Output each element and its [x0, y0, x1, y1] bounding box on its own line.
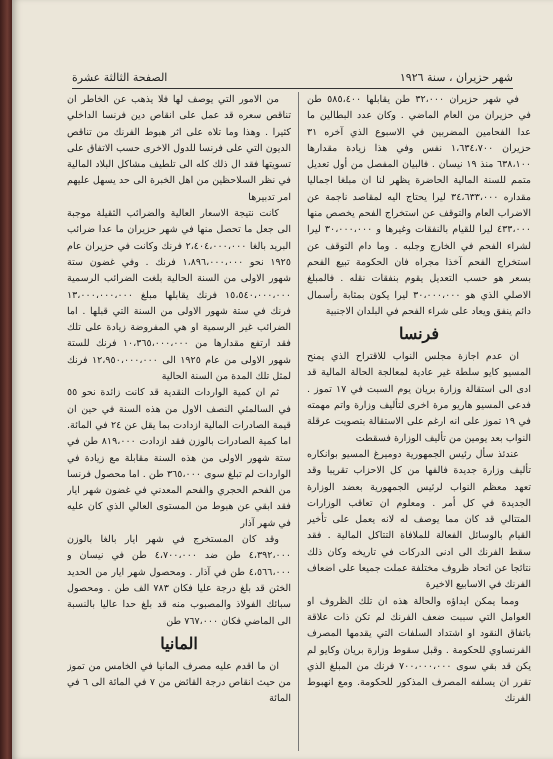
paragraph: ومما يمكن ايداؤه والحالة هذه ان تلك الظروف او العوامل التي سببت ضعف الفرنك لم تكن ذات علاقة باتفاق النقود او اشتداد السلفات التي يقدمها المصرف الفرنساوي للحكومة . وقبل سقوط وزارة بريان وكايو لم يكن قد بقي سوى ٧٠٠،٠٠٠،٠٠٠ فرنك من المبلغ الذي تقرر ان يسلفه المصرف المذكور للحكومة. ومع انهبوط الفرنك [307, 595, 531, 705]
paragraph: من الامور التي يوصف لها فلا يذهب عن الخاطر ان تناقص سعره قد عمل على انقاص دين فرنسا الداخلي كثيرا . وهذا وما تلاه على اثر هبوط الفرنك من تناقص الديون التي على فرنسا للدول الاخرى حسب الاتفاق على تسويتها فقد ال ذلك كله الى تلطيف مشاكل البلاد المالية في نظر السلاحظين من اهل الخبرة الى حد يسهل عليهم امر تدبيرها [67, 94, 291, 203]
paragraph: وقد كان المستخرج في شهر ايار بالغا بالوزن ٤،٣٩٢،٠٠٠ طن ضد ٤،٧٠٠،٠٠٠ طن في نيسان و ٤،٥٦٦،٠٠٠ طن في آذار . ومحصول شهر ايار من الحديد الخثن قد بلغ درجة عليا فكان ٧٨٣ الف طن . ومحصول سبائك الفولاذ والمصبوب منه قد بلغ حدا عاليا بالنسبة الى الماضي فكان ٧٦٧،٠٠٠ طن [67, 534, 291, 627]
paragraph: عندئذ سأل رئيس الجمهورية دوميرغ المسيو بوانكاره تأليف وزارة جديدة فالفها من كل الاحزاب تقريبا وقد تعهد معظم النواب لرئيس الجمهورية بعضد الوزارة الجديدة في كل أمر . ومعلوم ان تعاقب الوزارات المتتالي قد كان مما يوصف له لانه يعمل على تأخير القيام بالوسائل الفعالة للملافاة التتاكل المالية . فقد سقط الفرنك الى ادنى الدركات في تاريخه وكان ذلك نتائجا عن اتحاد ظروف مختلفة عملت جميعا على اضعاف الفرنك في الاسابيع الاخيرة [307, 448, 531, 591]
left-column [67, 92, 291, 753]
page-header [72, 68, 513, 86]
column-divider [298, 92, 299, 751]
paragraph: في شهر حزيران ٣٢،٠٠٠ طن يقابلها ٥٨٥،٤٠٠ طن في حزيران من العام الماضي . وكان عدد البطالين ما عدا الفحامين المضربين في الاسبوع الذي آخره ٣١ حزيران ١،٦٣٤،٧٠٠ نفس وفي هذا زيادة مقدارها ٦٣٨،١٠٠ منذ ١٩ نيسان . فالبيان المفصل من أول تعديل متمم للسنة المالية الحاضرة يظهر لنا ان مبلغا اجماليا مقداره ٣٤،٦٣٣،٠٠٠ ليرا يحتاج اليه لمقاصد ناجمة عن الاضراب العام والتوقف عن استخراج الفحم يخصص منها ٤٣٣،٠٠٠ ليرا للقيام بالنفقات وغيرها و ٣٠،٠٠٠،٠٠٠ ليرا لشراء الفحم في الخارج وجلبه . وما دام التوقف عن استخراج الفحم آخذا مجراه فان الحكومة تبيع الفحم بسعر هو حسب التعديل يقوم بنفقات نقله . فالمبلغ الاصلي الذي هو ٣٠،٠٠٠،٠٠٠ ليرا يكون بمثابة رأسمال دائم ينفق ويعاد على شراء الفحم في البلدان الاجنبية [307, 94, 531, 317]
section-heading-france: فرنسا [398, 324, 440, 344]
header-rule [72, 88, 513, 89]
right-column [307, 92, 531, 753]
paragraph: ان ما اقدم عليه مصرف المانيا في الخامس من تموز من حيث انقاص درجة القائض من ٧ في المائة الى ٦ في المائة [67, 660, 291, 705]
paragraph: ثم ان كمية الواردات النقدية قد كانت زائدة نحو ٥٥ في السالمئي النصف الاول من هذه السنة في حين ان قيمة الصادرات المالية ازدادت بما يقل عن ٢٤ في المائة. اما كمية الصادرات بالوزن فقد ازدادت ٨١٩،٠٠٠ طن في ستة شهور الاولى من هذه السنة مقابلة مع زيادة في الواردات لم تبلغ سوى ٣٦٥،٠٠٠ طن . اما محصول فرنسا من الفحم الحجري والفحم المعدني في غضون شهر ايار فقد ابقي عن هبوط من المستوى العالي الذي كان عليه في شهر آذار [67, 387, 291, 529]
section-heading-germany: المانيا [160, 633, 198, 653]
magazine-page [12, 0, 553, 759]
header-page-label: الصفحة الثالثة عشرة [72, 70, 168, 84]
paragraph: كانت نتيجة الاسعار العالية والضرائب الثقيلة موجبة الى جعل ما تحصل منها في شهر حزيران ما عدا ضرائب البريد بالغا ٢،٤٠٤،٠٠٠،٠٠٠ فرنك وكانت في حزيران عام ١٩٢٥ نحو ١،٨٩٦،٠٠٠،٠٠٠ فرنك . وفي غضون ستة شهور الاولى من السنة الحالية بلغت الضرائب الرسمية ١٥،٥٤٠،٠٠٠،٠٠٠ فرنك يقابلها مبلغ ١٣،٠٠٠،٠٠٠،٠٠٠ فرنك في ستة شهور الاولى من السنة التي قبلها . اما الضرائب غير الرسمية او هي المفروضة زيادة على تلك فقد ارتفع مقدارها من ١٠،٣٦٥،٠٠٠،٠٠٠ فرنك للستة شهور الاولى من عام ١٩٢٥ الى ١٢،٩٥٠،٠٠٠،٠٠٠ فرنك لمثل تلك المدة من السنة الحالية [67, 208, 291, 383]
book-binding [0, 0, 12, 759]
paragraph: ان عدم اجازة مجلس النواب للاقتراح الذي يمنح المسيو كايو سلطة غير عادية لمعالجة الحالة المالية قد ادى الى استقالة وزارة بريان يوم السبت في ١٧ تموز . فدعى المسيو هاريو مرة اخرى لتأليف وزارة واتم مهمته في ١٩ تموز على انه ارغم على الاستقالة بتصويت عرقلة النواب بعد يومين من تأليف الوزارة فسقطت [307, 351, 531, 444]
header-date: شهر حزيران ، سنة ١٩٢٦ [399, 70, 513, 84]
